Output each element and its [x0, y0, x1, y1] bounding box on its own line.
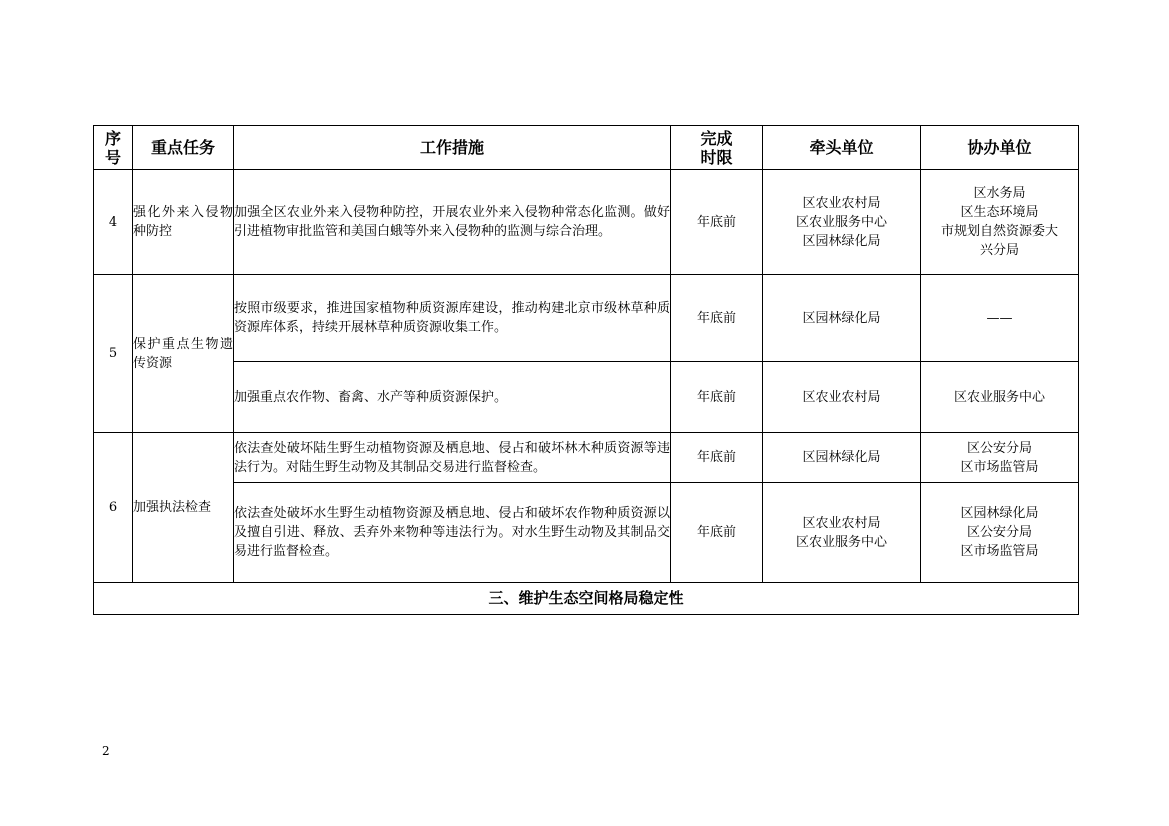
row-task: 加强执法检查	[133, 433, 234, 583]
table-row	[94, 170, 1079, 275]
row-measure: 按照市级要求，推进国家植物种质资源库建设，推动构建北京市级林草种质资源库体系，持续开展林草种质资源收集工作。	[234, 275, 671, 362]
row-measure: 依法查处破坏水生野生动植物资源及栖息地、侵占和破坏农作物种质资源以及擅自引进、释放、丢弃外来物种等违法行为。对水生野生动物及其制品交易进行监督检查。	[234, 483, 671, 583]
row-assist-unit: 区园林绿化局 区公安分局 区市场监管局	[921, 483, 1079, 583]
row-assist-unit: 区公安分局 区市场监管局	[921, 433, 1079, 483]
header-lead-unit: 牵头单位	[763, 126, 921, 170]
row-lead-unit: 区农业农村局 区农业服务中心	[763, 483, 921, 583]
page-number: 2	[102, 744, 110, 758]
header-assist-unit: 协办单位	[921, 126, 1079, 170]
row-index: 4	[94, 170, 133, 275]
table-row	[94, 433, 1079, 483]
header-index: 序 号	[94, 126, 133, 170]
row-lead-unit: 区农业农村局	[763, 362, 921, 433]
section-row	[94, 583, 1079, 615]
row-task: 强化外来入侵物种防控	[133, 170, 234, 275]
row-measure: 依法查处破坏陆生野生动植物资源及栖息地、侵占和破坏林木种质资源等违法行为。对陆生野生动物及其制品交易进行监督检查。	[234, 433, 671, 483]
task-table	[93, 125, 1079, 615]
row-deadline: 年底前	[671, 362, 763, 433]
header-row	[94, 126, 1079, 170]
row-assist-unit: 区水务局 区生态环境局 市规划自然资源委大 兴分局	[921, 170, 1079, 275]
row-assist-unit: 区农业服务中心	[921, 362, 1079, 433]
row-measure: 加强重点农作物、畜禽、水产等种质资源保护。	[234, 362, 671, 433]
row-index: 6	[94, 433, 133, 583]
row-deadline: 年底前	[671, 483, 763, 583]
row-measure: 加强全区农业外来入侵物种防控，开展农业外来入侵物种常态化监测。做好引进植物审批监管和美国白蛾等外来入侵物种的监测与综合治理。	[234, 170, 671, 275]
row-deadline: 年底前	[671, 433, 763, 483]
row-lead-unit: 区农业农村局 区农业服务中心 区园林绿化局	[763, 170, 921, 275]
header-deadline: 完成 时限	[671, 126, 763, 170]
row-deadline: 年底前	[671, 170, 763, 275]
row-lead-unit: 区园林绿化局	[763, 433, 921, 483]
row-lead-unit: 区园林绿化局	[763, 275, 921, 362]
table-row	[94, 483, 1079, 583]
row-index: 5	[94, 275, 133, 433]
header-task: 重点任务	[133, 126, 234, 170]
row-deadline: 年底前	[671, 275, 763, 362]
row-assist-unit: ——	[921, 275, 1079, 362]
table-row	[94, 362, 1079, 433]
row-task: 保护重点生物遗传资源	[133, 275, 234, 433]
header-measures: 工作措施	[234, 126, 671, 170]
table-row	[94, 275, 1079, 362]
section-heading: 三、维护生态空间格局稳定性	[94, 583, 1079, 615]
